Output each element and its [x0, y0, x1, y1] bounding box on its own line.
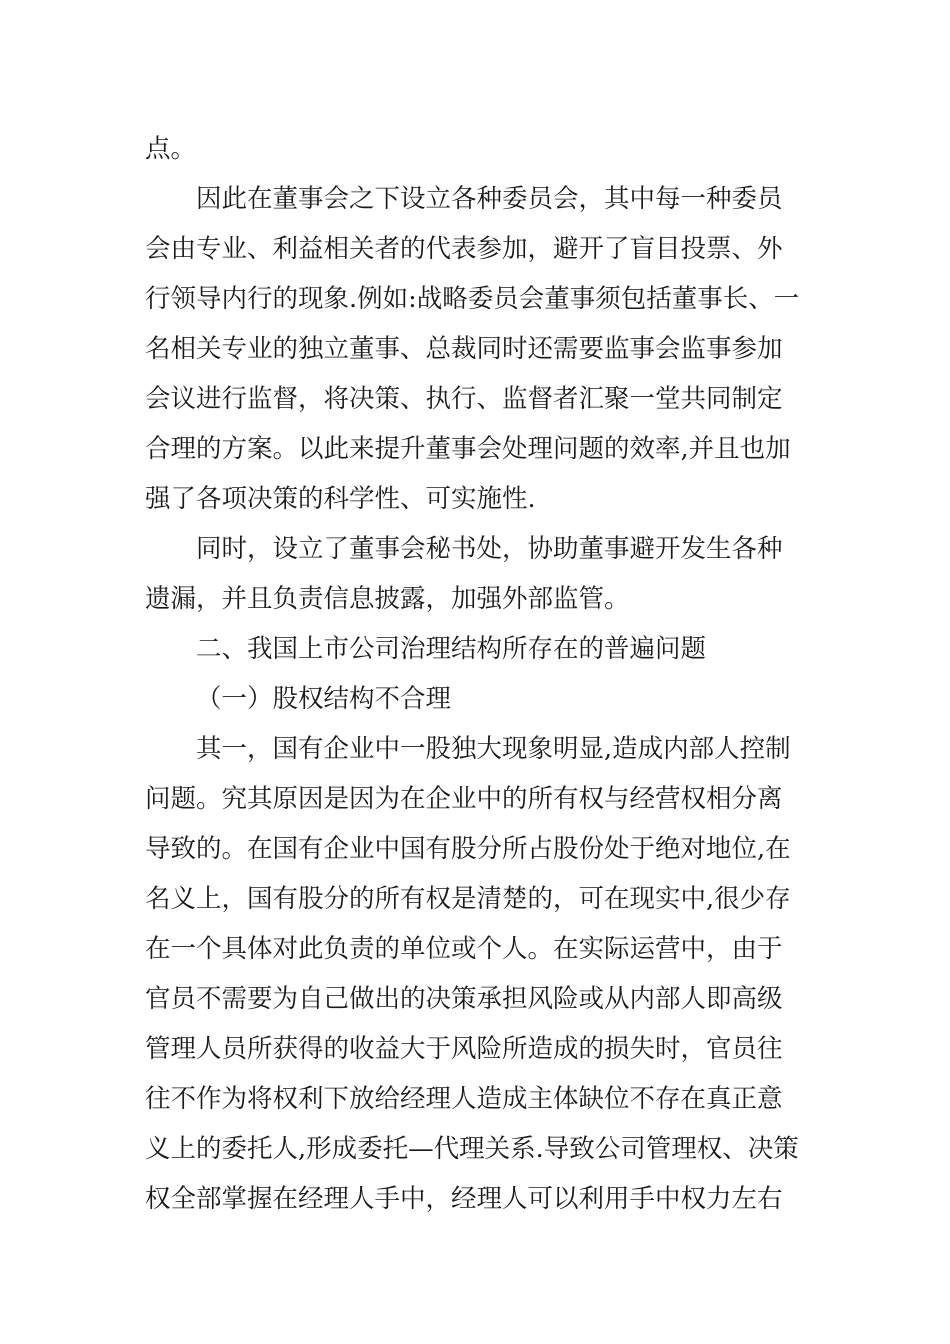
paragraph-start-line: 同时，设立了董事会秘书处，协助董事避开发生各种	[196, 534, 783, 564]
section-heading: 二、我国上市公司治理结构所存在的普遍问题	[196, 634, 707, 664]
text-line: 官员不需要为自己做出的决策承担风险或从内部人即高级	[145, 984, 783, 1014]
text-line: 管理人员所获得的收益大于风险所造成的损失时，官员往	[145, 1034, 783, 1064]
text-line: 遗漏，并且负责信息披露，加强外部监管。	[145, 584, 630, 614]
paragraph-start-line: 因此在董事会之下设立各种委员会，其中每一种委员	[196, 184, 783, 214]
text-line: 在一个具体对此负责的单位或个人。在实际运营中，由于	[145, 934, 783, 964]
text-line: 名相关专业的独立董事、总裁同时还需要监事会监事参加	[145, 334, 783, 364]
text-line: 义上的委托人,形成委托—代理关系.导致公司管理权、决策	[145, 1134, 799, 1164]
subsection-heading: （一）股权结构不合理	[196, 684, 452, 714]
text-line: 问题。究其原因是因为在企业中的所有权与经营权相分离	[145, 784, 783, 814]
text-line: 会议进行监督，将决策、执行、监督者汇聚一堂共同制定	[145, 384, 783, 414]
text-line: 行领导内行的现象.例如:战略委员会董事须包括董事长、一	[145, 284, 800, 314]
text-line: 点。	[145, 134, 197, 164]
text-line: 强了各项决策的科学性、可实施性.	[145, 484, 536, 514]
text-line: 名义上，国有股分的所有权是清楚的，可在现实中,很少存	[145, 884, 791, 914]
text-line: 合理的方案。以此来提升董事会处理问题的效率,并且也加	[145, 434, 791, 464]
text-line: 会由专业、利益相关者的代表参加，避开了盲目投票、外	[145, 234, 783, 264]
text-line: 导致的。在国有企业中国有股分所占股份处于绝对地位,在	[145, 834, 791, 864]
text-line: 权全部掌握在经理人手中，经理人可以利用手中权力左右	[145, 1184, 783, 1214]
text-line: 往不作为将权利下放给经理人造成主体缺位不存在真正意	[145, 1084, 783, 1114]
paragraph-start-line: 其一，国有企业中一股独大现象明显,造成内部人控制	[196, 734, 791, 764]
